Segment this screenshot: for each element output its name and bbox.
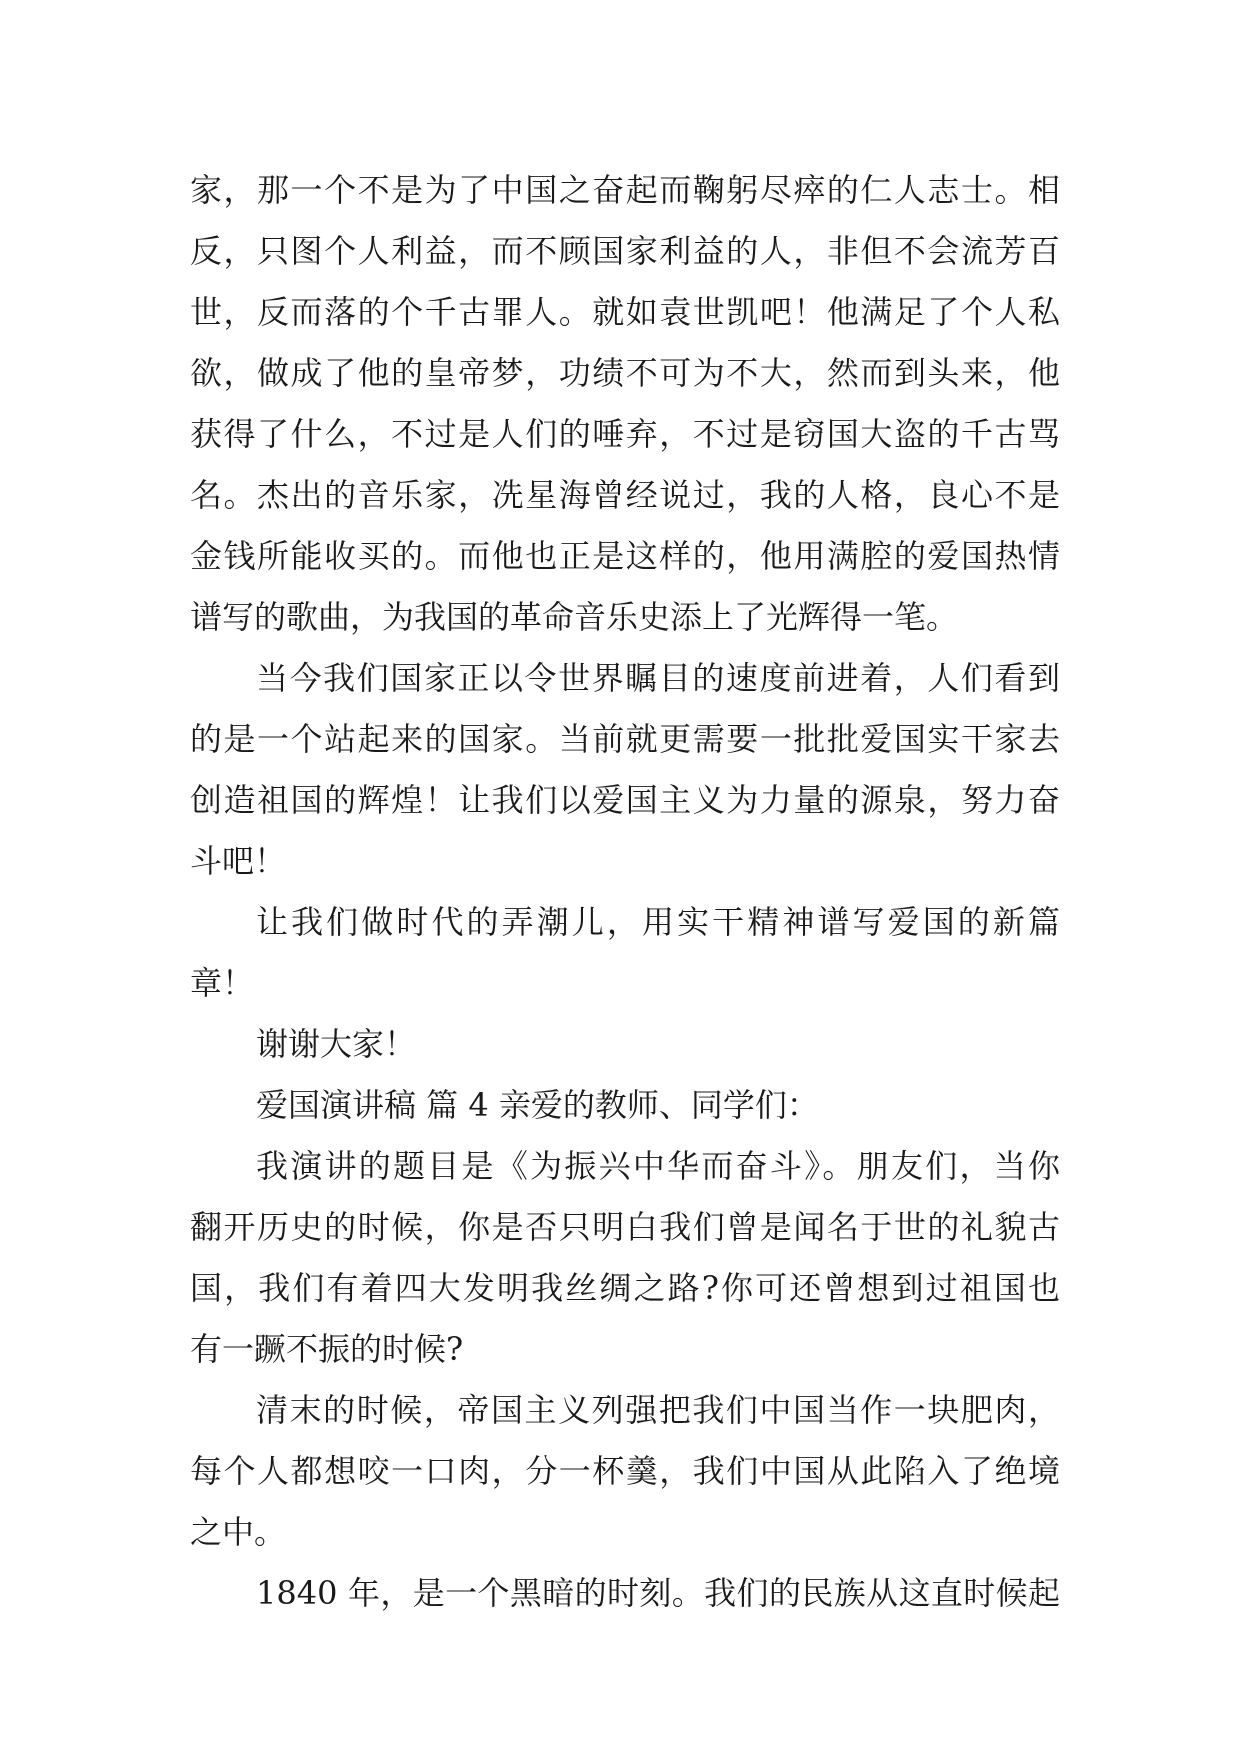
text-line: 金钱所能收买的。而他也正是这样的，他用满腔的爱国热情 [190, 537, 1060, 575]
text-line: 欲，做成了他的皇帝梦，功绩不可为不大，然而到头来，他 [190, 354, 1060, 392]
text-line: 爱国演讲稿 篇 4 亲爱的教师、同学们： [256, 1086, 819, 1124]
text-line: 获得了什么，不过是人们的唾弃，不过是窃国大盗的千古骂 [190, 415, 1060, 453]
text-line: 反，只图个人利益，而不顾国家利益的人，非但不会流芳百 [190, 232, 1060, 270]
text-line: 之中。 [190, 1513, 287, 1551]
text-line: 让我们做时代的弄潮儿，用实干精神谱写爱国的新篇 [256, 903, 1060, 941]
text-line: 世，反而落的个千古罪人。就如袁世凯吧！他满足了个人私 [190, 293, 1060, 331]
text-line: 我演讲的题目是《为振兴中华而奋斗》。朋友们，当你 [256, 1147, 1060, 1185]
text-line: 创造祖国的辉煌！让我们以爱国主义为力量的源泉，努力奋 [190, 781, 1060, 819]
text-line: 斗吧！ [190, 842, 287, 880]
text-line: 有一蹶不振的时候? [190, 1330, 464, 1368]
text-line: 每个人都想咬一口肉，分一杯羹，我们中国从此陷入了绝境 [190, 1452, 1060, 1490]
text-line: 当今我们国家正以令世界瞩目的速度前进着，人们看到 [256, 659, 1060, 697]
text-line: 国，我们有着四大发明我丝绸之路?你可还曾想到过祖国也 [190, 1269, 1060, 1307]
text-line: 翻开历史的时候，你是否只明白我们曾是闻名于世的礼貌古 [190, 1208, 1060, 1246]
text-line: 谱写的歌曲，为我国的革命音乐史添上了光辉得一笔。 [190, 598, 959, 636]
text-line: 章！ [190, 964, 255, 1002]
text-line: 1840 年，是一个黑暗的时刻。我们的民族从这直时候起 [256, 1574, 1060, 1612]
text-line: 家，那一个不是为了中国之奋起而鞠躬尽瘁的仁人志士。相 [190, 171, 1060, 209]
text-line: 谢谢大家！ [256, 1025, 417, 1063]
text-line: 名。杰出的音乐家，冼星海曾经说过，我的人格，良心不是 [190, 476, 1060, 514]
text-line: 的是一个站起来的国家。当前就更需要一批批爱国实干家去 [190, 720, 1060, 758]
text-line: 清末的时候，帝国主义列强把我们中国当作一块肥肉， [256, 1391, 1060, 1429]
document-body [190, 160, 1060, 1624]
